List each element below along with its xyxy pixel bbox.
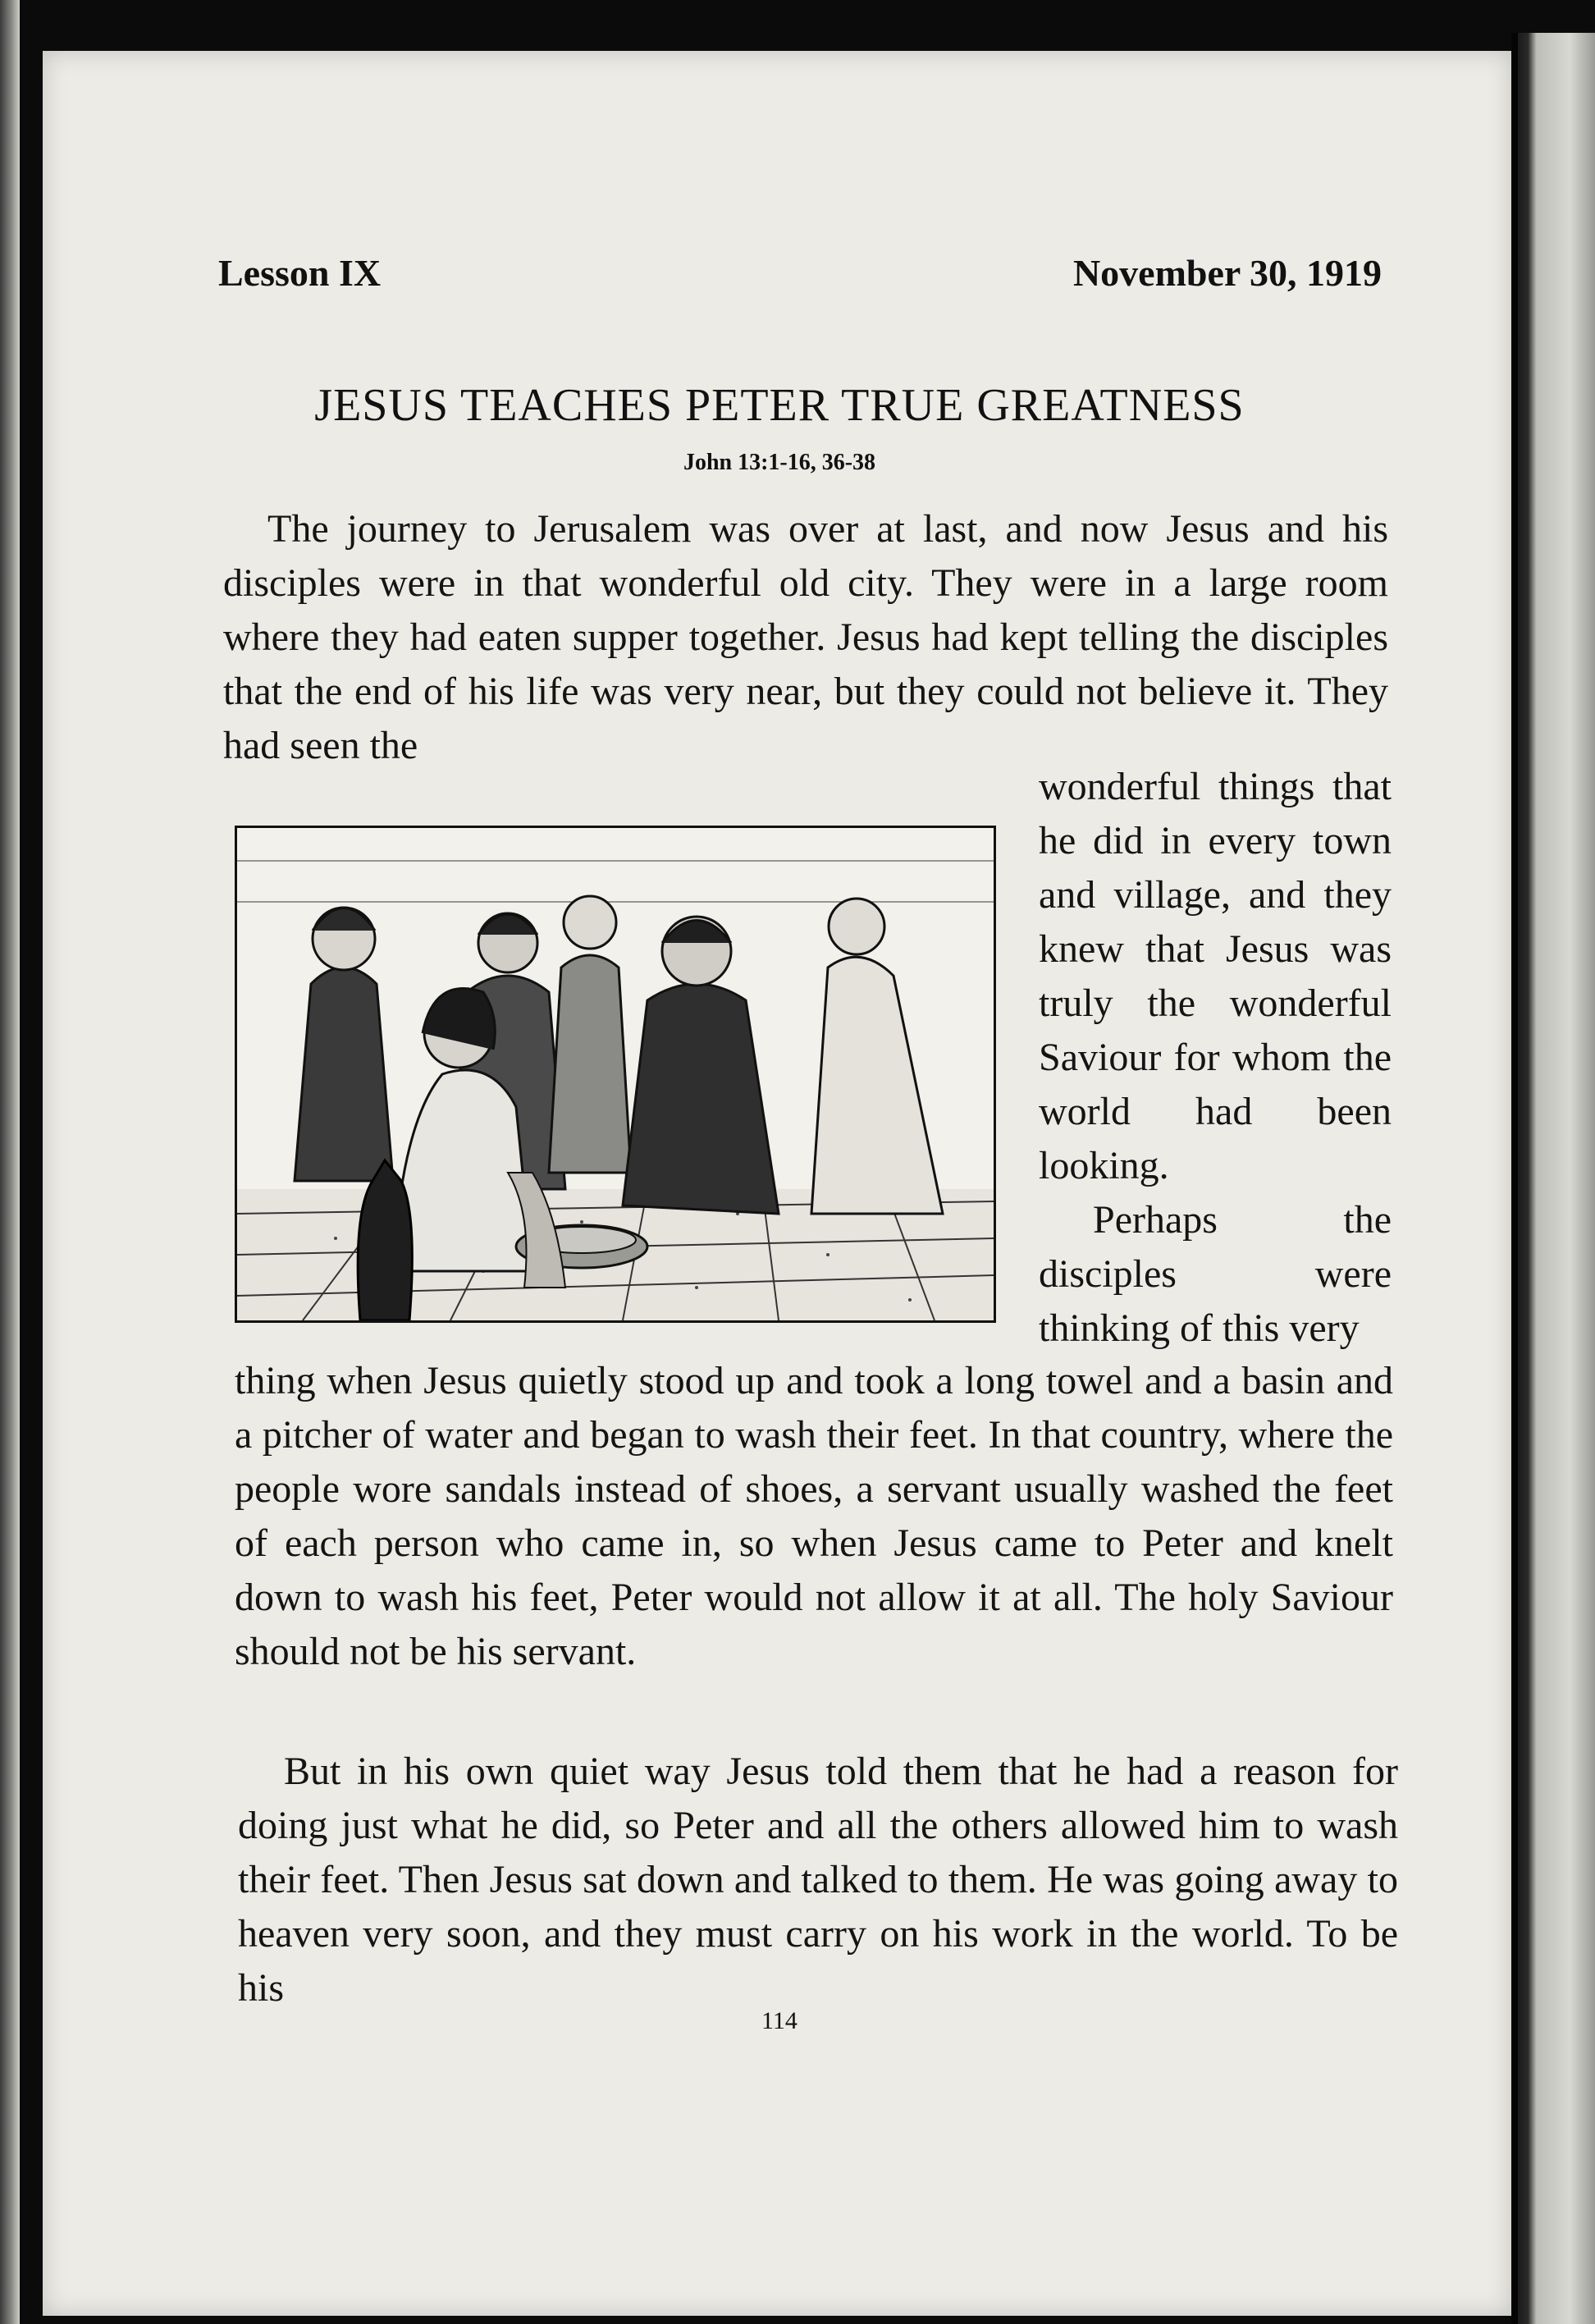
continued-paragraph: thing when Jesus quietly stood up and took a long towel and a basin and a pitcher of water and began to wash their feet. In that country, where the people wore sandals instead of shoes, a servant usually washed the feet of each person who came in, so when Jesus came to Peter and knelt down to wash his feet, Peter would not allow it at all. The holy Saviour should not be his servant. xyxy=(235,1359,1393,1673)
illustration-art xyxy=(237,828,994,1320)
page-number: 114 xyxy=(761,2007,798,2034)
wrapped-column xyxy=(1039,760,1392,1356)
intro-paragraph: The journey to Jerusalem was over at last, and now Jesus and his disciples were in that wonderful old city. They were in a large room where they had eaten supper together. Jesus had kept telling the disciples that the end of his life was very near, but they could not believe it. They had seen the xyxy=(223,507,1388,767)
foot-washing-illustration xyxy=(235,826,996,1323)
column-paragraph-b: Perhaps the disciples were thinking of this very xyxy=(1039,1198,1392,1350)
column-paragraph-a: wonderful things that he did in every town and village, and they knew that Jesus was truly the wonderful Saviour for whom the world had been looking. xyxy=(1039,765,1392,1187)
final-paragraph: But in his own quiet way Jesus told them that he had a reason for doing just what he did, so Peter and all the others allowed him to wash their feet. Then Jesus sat down and talked to them. He was going away to heaven very soon, and they must carry on his work in the world. To be his xyxy=(238,1750,1398,2010)
lesson-date: November 30, 1919 xyxy=(1072,252,1382,294)
scripture-reference: John 13:1-16, 36-38 xyxy=(683,450,876,475)
lesson-title: JESUS TEACHES PETER TRUE GREATNESS xyxy=(314,380,1245,431)
page-header xyxy=(177,251,1382,317)
book-spine xyxy=(0,0,20,2324)
facing-page-edge xyxy=(1511,33,1595,2324)
lesson-number: Lesson IX xyxy=(218,252,382,294)
